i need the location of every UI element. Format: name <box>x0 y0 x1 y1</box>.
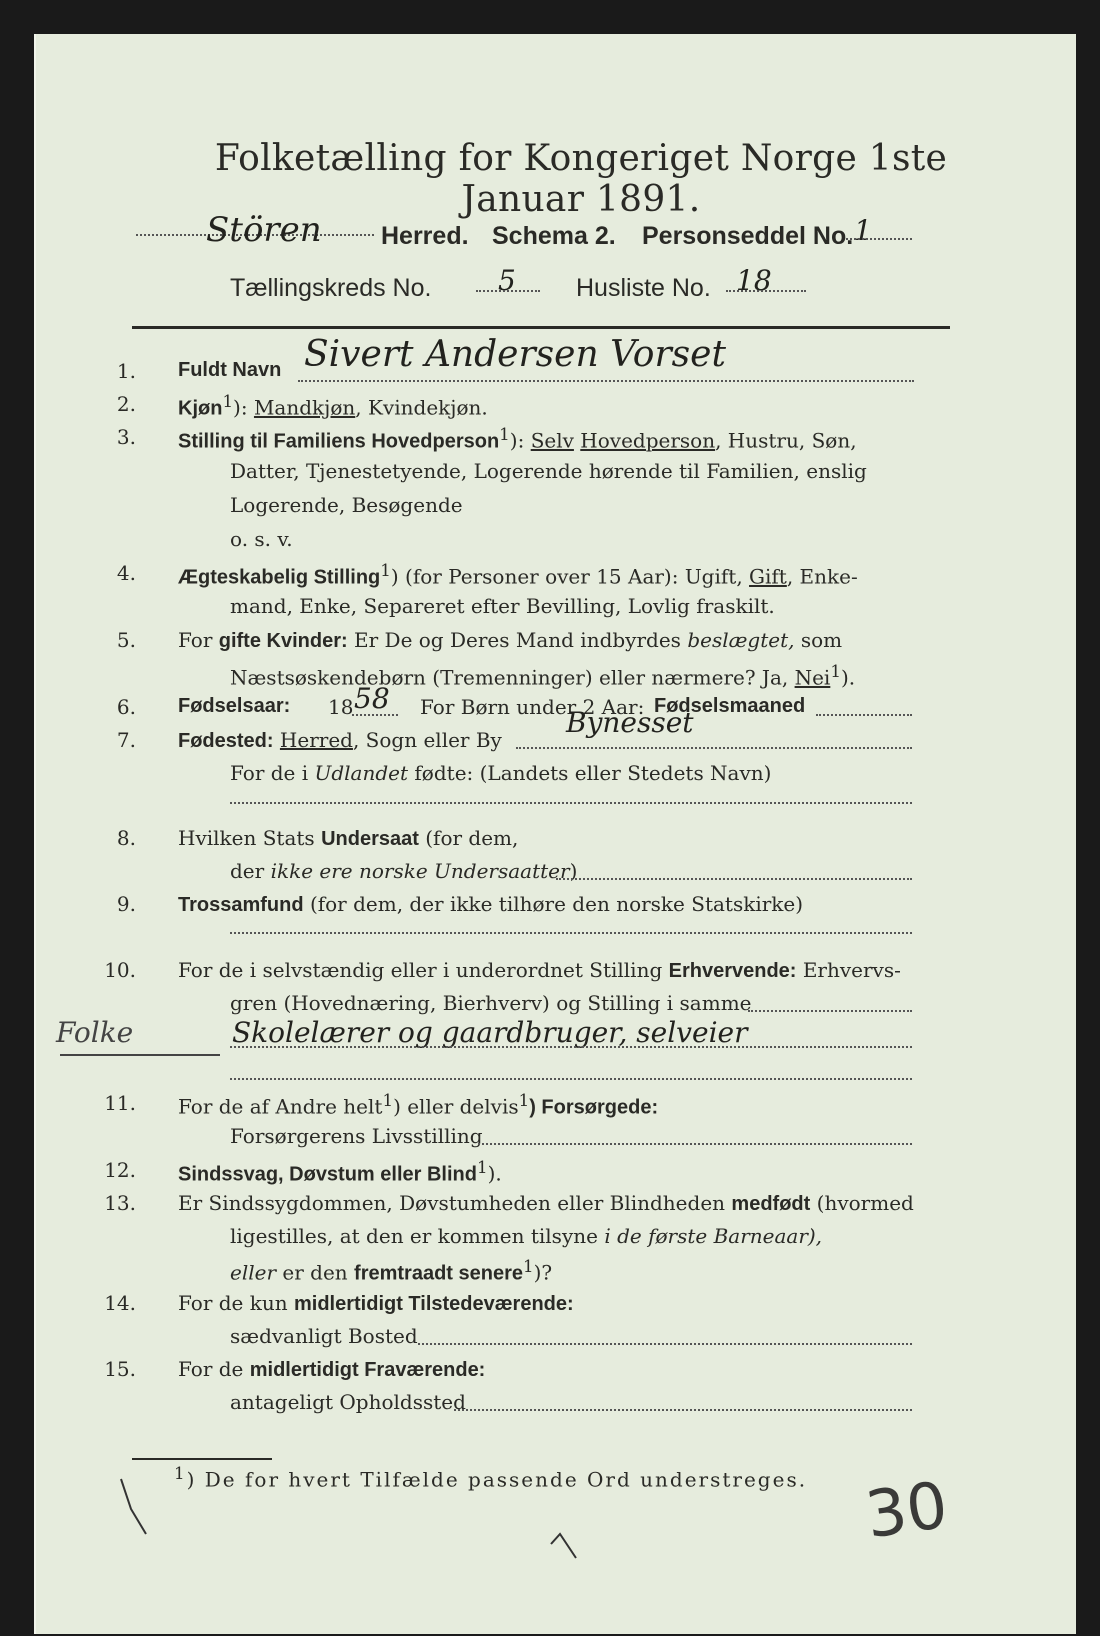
q3-option-selv: Selv <box>530 428 574 453</box>
margin-note-folke: Folke <box>56 1016 134 1049</box>
q15-line2: antageligt Opholdssted <box>230 1390 466 1414</box>
q5-option-nei: Nei <box>794 665 831 690</box>
forsorger-dotted-line <box>478 1143 912 1145</box>
q6-prefix: 18 <box>328 695 354 719</box>
foreign-birthplace-dotted-line <box>230 802 912 804</box>
q4-line2: mand, Enke, Separeret efter Bevilling, Lovlig fraskilt. <box>230 594 775 618</box>
header-rule <box>132 326 950 329</box>
q13-text: Er Sindssygdommen, Døvstumheden eller Blindheden <box>178 1191 726 1215</box>
item-number: 13. <box>104 1191 136 1215</box>
q13-sup: 1 <box>523 1257 534 1276</box>
herred-label: Herred. <box>381 222 469 250</box>
q3-option-hovedperson: Hovedperson <box>580 428 716 453</box>
q8-text: Hvilken Stats <box>178 826 315 850</box>
q10-rest: Erhvervs- <box>802 958 901 982</box>
q9-rest: (for dem, der ikke tilhøre den norske Statskirke) <box>309 892 804 916</box>
q7-line2a: For de i <box>230 761 309 785</box>
pencil-mark-center <box>546 1514 586 1564</box>
occupation-dotted-line-3 <box>230 1078 912 1080</box>
q8-label: Undersaat <box>321 828 419 850</box>
q2-sup: 1 <box>222 392 234 411</box>
full-name-dotted-line <box>298 380 914 382</box>
q4-line1 <box>178 561 858 590</box>
q3-line1 <box>178 425 857 454</box>
occupation-dotted-line-1 <box>748 1010 912 1012</box>
item-number: 2. <box>116 392 136 416</box>
birth-month-dotted-line <box>816 714 912 716</box>
item-number: 3. <box>116 425 136 449</box>
q5-som: som <box>800 628 843 652</box>
personseddel-label: Personseddel No. <box>642 222 854 250</box>
birth-year-value: 58 <box>354 682 390 715</box>
q4-option-gift: Gift <box>749 564 787 589</box>
q7-line2c: fødte: (Landets eller Stedets Navn) <box>414 761 772 785</box>
q10-text: For de i selvstændig eller i underordnet Stilling <box>178 958 663 982</box>
q5-line2-text: Næstsøskendebørn (Tremenninger) eller nærmere? Ja, <box>230 665 789 690</box>
undersaat-dotted-line <box>556 878 912 880</box>
q14-label: midlertidigt Tilstedeværende: <box>293 1293 574 1315</box>
q10-line2: gren (Hovednæring, Bierhverv) og Stilling i samme <box>230 991 752 1015</box>
q8-line2b: ikke ere norske Undersaatter <box>270 859 570 883</box>
q6-text: For Børn under 2 Aar: <box>420 695 645 719</box>
q5-text: Er De og Deres Mand indbyrdes <box>354 628 681 652</box>
q2-line <box>178 392 488 421</box>
birthplace-dotted-line <box>516 747 912 749</box>
kreds-dotted-line <box>476 290 540 292</box>
q11-label: ) Forsørgede: <box>529 1096 659 1119</box>
q13-line2b: i de første Barneaar), <box>604 1224 823 1248</box>
q12-end: ). <box>487 1161 502 1186</box>
footnote <box>174 1464 807 1492</box>
q5-line1 <box>178 628 842 653</box>
full-name-value: Sivert Andersen Vorset <box>304 334 726 375</box>
q7-label: Fødested: <box>178 730 274 752</box>
q9-line1 <box>178 892 803 917</box>
q11-line1 <box>178 1091 658 1120</box>
q13-line3a: eller <box>230 1260 277 1285</box>
q3-colon: ): <box>509 428 525 453</box>
pencil-page-number: 30 <box>861 1468 953 1554</box>
q12-sup: 1 <box>476 1158 488 1177</box>
husliste-number: 18 <box>736 264 772 297</box>
q8-rest: (for dem, <box>425 826 519 850</box>
q3-rest: , Hustru, Søn, <box>715 428 857 453</box>
q8-line2c: ) <box>569 859 578 883</box>
q13-end: )? <box>533 1260 553 1285</box>
q3-sup: 1 <box>499 425 510 444</box>
q15-line1 <box>178 1357 485 1382</box>
margin-note-underline <box>60 1054 220 1056</box>
q2-option-mandkjon: Mandkjøn <box>253 395 356 420</box>
q7-line2b: Udlandet <box>314 761 409 785</box>
q11-mid: ) eller delvis <box>393 1094 519 1119</box>
item-number: 1. <box>116 359 136 383</box>
q12-label: Sindssvag, Døvstum eller Blind <box>178 1163 477 1186</box>
q5-italic: beslægtet, <box>687 628 795 652</box>
item-number: 5. <box>116 628 136 652</box>
q5-line2 <box>230 662 855 690</box>
personseddel-dotted-line <box>846 238 912 240</box>
q2-option-kvindekjon: , Kvindekjøn. <box>355 395 488 420</box>
q15-text: For de <box>178 1357 244 1381</box>
q2-label: Kjøn <box>178 397 223 420</box>
q14-line1 <box>178 1291 574 1316</box>
q10-label: Erhvervende: <box>668 960 797 982</box>
q6-label: Fødselsaar: <box>178 695 291 717</box>
q7-text: , Sogn eller By <box>352 728 502 752</box>
q14-text: For de kun <box>178 1291 288 1315</box>
q2-colon: ): <box>233 395 248 420</box>
q13-line1 <box>178 1191 914 1216</box>
q7-line2 <box>230 761 771 785</box>
item-number: 11. <box>104 1091 136 1115</box>
item-number: 8. <box>116 826 136 850</box>
q13-line3b: er den <box>282 1260 348 1285</box>
occupation-dotted-line-2 <box>230 1046 912 1048</box>
personseddel-number: 1 <box>854 214 872 247</box>
q7-line1 <box>178 728 502 753</box>
item-number: 6. <box>116 695 136 719</box>
q11-sup1: 1 <box>382 1091 394 1110</box>
q8-line1 <box>178 826 518 851</box>
q5-for: For <box>178 628 213 652</box>
item-number: 12. <box>104 1158 136 1182</box>
q10-line1 <box>178 958 901 983</box>
item-number: 10. <box>104 958 136 982</box>
q15-label: midlertidigt Fraværende: <box>249 1359 486 1381</box>
footnote-rule <box>132 1458 272 1460</box>
kreds-number: 5 <box>498 264 516 297</box>
item-number: 14. <box>104 1291 136 1315</box>
q3-line3: Logerende, Besøgende <box>230 493 463 517</box>
q8-line2 <box>230 859 577 883</box>
q5-end: ). <box>840 665 856 690</box>
census-form-page <box>34 34 1076 1634</box>
herred-name: Stören <box>206 210 322 250</box>
occupation-value: Skolelærer og gaardbruger, selveier <box>232 1016 748 1049</box>
kreds-label: Tællingskreds No. <box>230 274 432 302</box>
q5-label: gifte Kvinder: <box>218 630 348 652</box>
q12-line1 <box>178 1158 502 1187</box>
item-number: 7. <box>116 728 136 752</box>
q3-line4: o. s. v. <box>230 527 293 551</box>
item-number: 15. <box>104 1357 136 1381</box>
q13-rest: (hvormed <box>816 1191 914 1215</box>
footnote-text: ) De for hvert Tilfælde passende Ord understreges. <box>186 1467 808 1492</box>
husliste-dotted-line <box>726 290 806 292</box>
q11-text: For de af Andre helt <box>178 1094 383 1119</box>
q4-paren: ) (for Personer over 15 Aar): Ugift, <box>390 564 743 589</box>
q4-rest: , Enke- <box>786 564 858 589</box>
q3-label: Stilling til Familiens Hovedperson <box>178 430 500 453</box>
item-number: 9. <box>116 892 136 916</box>
birth-year-dotted-line <box>352 714 398 716</box>
q13-line2 <box>230 1224 822 1248</box>
bosted-dotted-line <box>418 1343 912 1345</box>
q13-line2a: ligestilles, at den er kommen tilsyne <box>230 1224 598 1248</box>
q11-sup2: 1 <box>518 1091 530 1110</box>
q11-line2: Forsørgerens Livsstilling <box>230 1124 483 1148</box>
q8-line2a: der <box>230 859 265 883</box>
birthplace-value: Bynesset <box>566 706 694 739</box>
item-number: 4. <box>116 561 136 585</box>
q13-line3c: fremtraadt senere <box>354 1262 523 1285</box>
pencil-mark-left <box>116 1474 156 1544</box>
q13-label: medfødt <box>731 1193 811 1215</box>
husliste-label: Husliste No. <box>576 274 711 302</box>
q4-sup: 1 <box>380 561 391 580</box>
schema-label: Schema 2. <box>492 222 616 250</box>
q6-label2: Fødselsmaaned <box>654 695 806 717</box>
q7-option-herred: Herred <box>279 728 353 752</box>
opholdssted-dotted-line <box>454 1409 912 1411</box>
q14-line2: sædvanligt Bosted <box>230 1324 418 1348</box>
q9-label: Trossamfund <box>178 894 304 916</box>
form-title: Folketælling for Kongeriget Norge 1ste Januar 1891. <box>214 138 948 220</box>
trossamfund-dotted-line <box>230 932 912 934</box>
q4-label: Ægteskabelig Stilling <box>178 566 381 589</box>
q1-label: Fuldt Navn <box>178 359 282 381</box>
q3-line2: Datter, Tjenestetyende, Logerende hørende til Familien, enslig <box>230 459 867 483</box>
q5-sup: 1 <box>830 662 841 681</box>
footnote-sup: 1 <box>174 1464 187 1483</box>
q13-line3 <box>230 1257 552 1286</box>
